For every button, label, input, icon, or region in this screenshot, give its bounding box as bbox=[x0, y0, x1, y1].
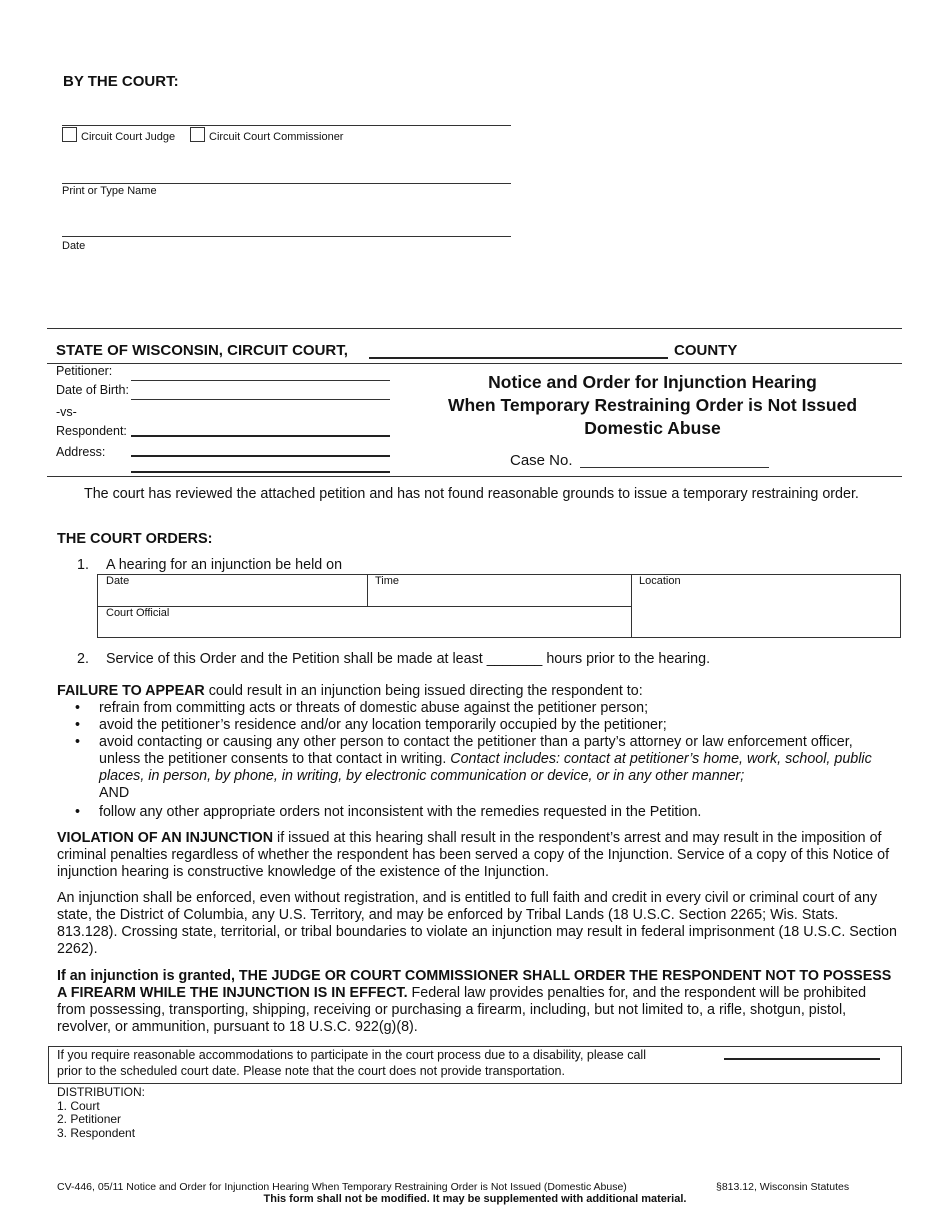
respondent-label: Respondent: bbox=[56, 424, 127, 438]
state-court-label: STATE OF WISCONSIN, CIRCUIT COURT, bbox=[56, 342, 348, 359]
form-title-line3: Domestic Abuse bbox=[584, 418, 721, 438]
failure-bold: FAILURE TO APPEAR bbox=[57, 683, 205, 699]
bullet-text-4: follow any other appropriate orders not inconsistent with the remedies requested in the Petition. bbox=[99, 804, 702, 820]
item1-number: 1. bbox=[77, 557, 89, 573]
phone-input-line[interactable] bbox=[724, 1058, 880, 1060]
violation-bold: VIOLATION OF AN INJUNCTION bbox=[57, 830, 274, 846]
case-no-input-line[interactable] bbox=[580, 467, 769, 468]
judge-checkbox[interactable] bbox=[62, 127, 77, 142]
address-input-line-1[interactable] bbox=[131, 455, 390, 457]
case-no-label: Case No. bbox=[510, 452, 573, 469]
remedies-list bbox=[57, 700, 897, 821]
dob-label: Date of Birth: bbox=[56, 383, 129, 397]
signature-line bbox=[62, 125, 511, 126]
item2-text bbox=[106, 651, 710, 667]
date-label: Date bbox=[62, 240, 86, 252]
failure-paragraph bbox=[57, 683, 897, 700]
failure-rest: could result in an injunction being issued directing the respondent to: bbox=[204, 683, 643, 699]
failure-section bbox=[57, 683, 897, 821]
accommodation-line1: If you require reasonable accommodations to participate in the court process due to a disability, please call bbox=[57, 1048, 646, 1062]
table-row-divider bbox=[97, 606, 631, 607]
item2-number: 2. bbox=[77, 651, 89, 667]
form-title-line1: Notice and Order for Injunction Hearing bbox=[488, 372, 817, 392]
violation-rest: if issued at this hearing shall result in the respondent’s arrest and may result in the imposition of criminal penalties regardless of whether the respondent has been served a copy of the Injunction. Service of a copy of this Notice of injunction hearing is constructive knowledge of the existence of the Injunction. bbox=[57, 830, 890, 880]
address-input-line-2[interactable] bbox=[131, 471, 390, 473]
petitioner-label: Petitioner: bbox=[56, 364, 113, 378]
modification-notice: This form shall not be modified. It may be supplemented with additional material. bbox=[263, 1193, 687, 1205]
county-label: COUNTY bbox=[674, 342, 738, 359]
header-top-rule bbox=[47, 328, 902, 329]
list-item bbox=[57, 700, 897, 717]
address-label: Address: bbox=[56, 445, 106, 459]
by-the-court-heading: BY THE COURT: bbox=[63, 73, 179, 90]
list-item: 1. Court bbox=[57, 1098, 100, 1113]
statute-ref: §813.12, Wisconsin Statutes bbox=[716, 1181, 850, 1193]
judge-label: Circuit Court Judge bbox=[81, 131, 176, 143]
judge-option[interactable] bbox=[62, 127, 175, 143]
court-orders-heading: THE COURT ORDERS: bbox=[57, 531, 213, 547]
intro-paragraph: The court has reviewed the attached petition and has not found reasonable grounds to issue a temporary restraining order. bbox=[84, 486, 859, 502]
header-bottom-rule bbox=[47, 476, 902, 477]
header-rule bbox=[47, 363, 902, 364]
vs-label: -vs- bbox=[56, 405, 77, 419]
commissioner-option[interactable] bbox=[190, 127, 343, 143]
bullet-and: AND bbox=[99, 785, 130, 801]
court-official-field[interactable]: Court Official bbox=[106, 607, 170, 619]
firearm-rest: Federal law provides penalties for, and the respondent will be prohibited from possessing, transporting, shipping, receiving or purchasing a firearm, including, but not limited to, a rifle, shotgun, pistol, revolver, or ammunition, pursuant to 18 U.S.C. 922(g)(8). bbox=[57, 985, 867, 1035]
hearing-location-field[interactable]: Location bbox=[639, 575, 681, 587]
list-item: 3. Respondent bbox=[57, 1125, 136, 1140]
date-line[interactable] bbox=[62, 236, 511, 237]
commissioner-checkbox[interactable] bbox=[190, 127, 205, 142]
print-name-line[interactable] bbox=[62, 183, 511, 184]
violation-paragraph bbox=[57, 830, 897, 881]
list-item bbox=[57, 717, 897, 734]
accommodation-line2: prior to the scheduled court date. Please note that the court does not provide transportation. bbox=[57, 1064, 565, 1078]
item2-text-after: hours prior to the hearing. bbox=[546, 651, 711, 667]
form-title-line2: When Temporary Restraining Order is Not Issued bbox=[447, 395, 858, 415]
form-id: CV-446, 05/11 Notice and Order for Injunction Hearing When Temporary Restraining Order is Not Issued (Domestic Abuse) bbox=[57, 1181, 627, 1193]
distribution-block bbox=[57, 1086, 145, 1140]
item1-text: A hearing for an injunction be held on bbox=[106, 557, 343, 573]
hours-blank[interactable]: _______ bbox=[486, 651, 543, 667]
enforcement-paragraph: An injunction shall be enforced, even without registration, and is entitled to full faith and credit in every civil or criminal court of any state, the District of Columbia, any U.S. Territory, and may be enforced by Tribal Lands (18 U.S.C. Section 2265; Wis. Stats. 813.128). Crossing state, territorial, or tribal boundaries to violate an injunction may result in federal imprisonment (18 U.S.C. Section 2262). bbox=[57, 890, 897, 957]
distribution-title: DISTRIBUTION: bbox=[57, 1085, 146, 1099]
table-divider-date-time bbox=[367, 574, 368, 606]
bullet-text-2: avoid the petitioner’s residence and/or any location temporarily occupied by the petitioner; bbox=[99, 717, 667, 733]
commissioner-label: Circuit Court Commissioner bbox=[209, 131, 344, 143]
hearing-date-field[interactable]: Date bbox=[106, 575, 130, 587]
accommodation-text bbox=[57, 1047, 646, 1079]
bullet-text-1: refrain from committing acts or threats of domestic abuse against the petitioner person; bbox=[99, 700, 649, 716]
form-title bbox=[415, 371, 890, 440]
dob-input-line[interactable] bbox=[131, 399, 390, 400]
respondent-input-line[interactable] bbox=[131, 435, 390, 437]
firearm-paragraph bbox=[57, 968, 897, 1036]
petitioner-input-line[interactable] bbox=[131, 380, 390, 381]
firearm-bold: If an injunction is granted, THE JUDGE OR COURT COMMISSIONER SHALL ORDER THE RESPONDENT NOT TO POSSESS A FIREARM WHILE THE INJUNCTION IS IN EFFECT. bbox=[57, 968, 892, 1001]
list-item bbox=[57, 734, 897, 802]
table-divider-time-location bbox=[631, 574, 632, 638]
bullet-text-3-italic: Contact includes: contact at petitioner’s home, work, school, public places, in person, by phone, in writing, by electronic communication or device, or in any other manner; bbox=[99, 751, 872, 784]
bullet-text-3: avoid contacting or causing any other person to contact the petitioner than a party’s attorney or law enforcement officer, unless the petitioner consents to that contact in writing. bbox=[99, 734, 853, 767]
list-item bbox=[57, 804, 897, 821]
county-input-line[interactable] bbox=[369, 357, 668, 359]
item2-text-before: Service of this Order and the Petition shall be made at least bbox=[106, 651, 483, 667]
hearing-time-field[interactable]: Time bbox=[375, 575, 400, 587]
list-item: 2. Petitioner bbox=[57, 1112, 122, 1126]
print-name-label: Print or Type Name bbox=[62, 185, 157, 197]
